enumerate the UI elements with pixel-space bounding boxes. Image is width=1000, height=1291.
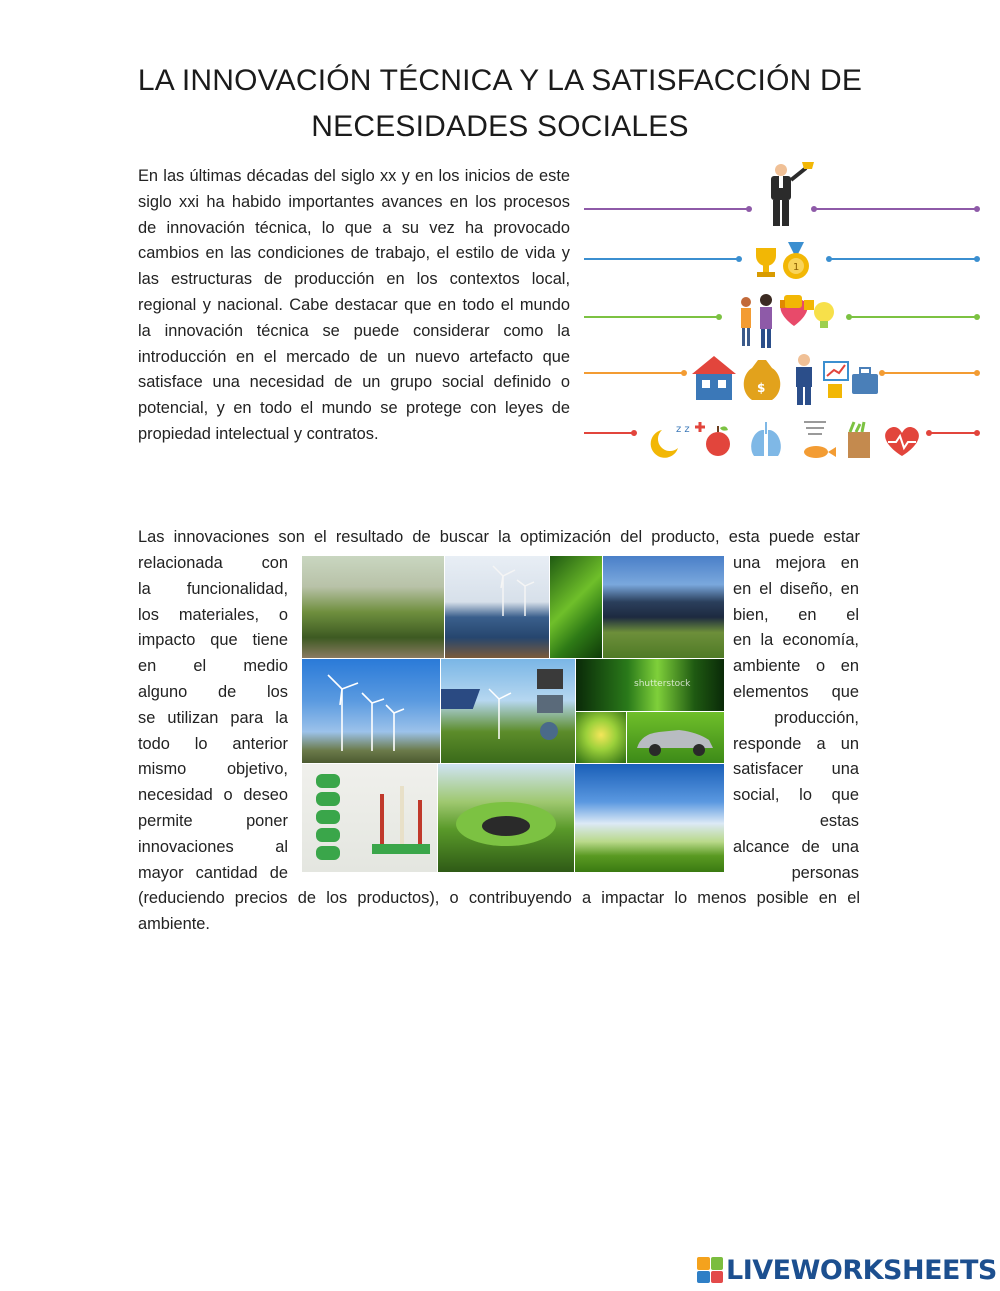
- text-line: estas: [819, 811, 859, 830]
- solar-roof-house-photo: [603, 556, 724, 658]
- grocery-bag-icon: [848, 422, 870, 458]
- eco-tech-montage-photo: [441, 659, 575, 763]
- title-line-2: NECESIDADES SOCIALES: [311, 110, 689, 143]
- text-line: mayor cantidad de: [138, 863, 288, 882]
- money-bag-icon: [744, 360, 781, 400]
- briefcase-icon: [852, 368, 878, 394]
- text-line: permite poner: [138, 811, 288, 830]
- businessman-icon: [771, 162, 814, 226]
- sky-and-grass-photo: [575, 764, 724, 872]
- text-line: en el diseño, en: [733, 579, 859, 598]
- green-roof-building-photo: [438, 764, 574, 872]
- paragraph2-end: (reduciendo precios de los productos), o contribuyendo a impactar lo menos posible en el ambiente.: [138, 889, 860, 933]
- paragraph2-right-column: [733, 551, 859, 886]
- text-line: alcance de una: [733, 837, 859, 856]
- text-line: necesidad o deseo: [138, 786, 288, 805]
- text-line: los materiales, o: [138, 605, 288, 624]
- text-line: personas: [791, 863, 859, 882]
- title-line-1: LA INNOVACIÓN TÉCNICA Y LA SATISFACCIÓN DE: [137, 64, 863, 97]
- moon-sleep-icon: [651, 424, 690, 458]
- text-line: elementos que: [733, 682, 859, 701]
- liveworksheets-logo: [697, 1254, 997, 1286]
- text-line: una mejora en: [733, 554, 859, 572]
- text-line: innovaciones al: [138, 837, 288, 856]
- text-line: en el medio: [138, 657, 288, 676]
- svg-text:z z: z z: [676, 424, 690, 435]
- apple-icon: [695, 422, 730, 456]
- page-title: [100, 58, 900, 150]
- text-line: ambiente o en: [733, 657, 859, 676]
- wind-farm-photo: [302, 659, 440, 763]
- text-line: mismo objetivo,: [138, 760, 288, 779]
- text-line: la funcionalidad,: [138, 579, 288, 598]
- stock-watermark: shutterstock: [634, 679, 691, 689]
- text-line: alguno de los: [138, 682, 288, 701]
- svg-text:1: 1: [793, 262, 800, 273]
- needs-pyramid-illustration: [584, 160, 980, 464]
- text-line: se utilizan para la: [138, 708, 288, 727]
- text-line: responde a un: [733, 734, 859, 753]
- recycled-bottles-photo: [302, 764, 437, 872]
- thumbs-up-icon: [780, 295, 802, 308]
- intro-paragraph: En las últimas décadas del siglo xx y en los inicios de este siglo xxi ha habido importantes avances en los procesos de innovación técnica, lo que a su vez ha provocado cambios en las condiciones de trabajo, el estilo de vida y las estructuras de producción en los contextos local, regional y nacional. Cabe destacar que en todo el mundo la innovación técnica se puede considerar como la introducción en el mercado de un nuevo artefacto que satisface una necesidad de un grupo social definido o potencial, y en todo el mundo se protege con leyes de propiedad intelectual y contratos.: [138, 167, 570, 443]
- svg-text:$: $: [757, 381, 766, 395]
- heartbeat-icon: [885, 427, 919, 456]
- green-innovation-collage: [302, 556, 724, 872]
- circuit-leaf-photo: [576, 659, 724, 711]
- wind-solar-photo: [445, 556, 549, 658]
- eco-lightbulb-photo: [576, 712, 626, 763]
- green-leaf-photo: [550, 556, 602, 658]
- text-line: social, lo que: [733, 786, 859, 805]
- chart-board-icon: [824, 362, 848, 398]
- electric-car-photo: [627, 712, 724, 763]
- family-icon: [741, 294, 772, 348]
- text-line: bien, en el: [733, 605, 859, 624]
- trophy-icon: [756, 248, 776, 277]
- logo-text: LIVEWORKSHEETS: [726, 1254, 997, 1286]
- rooftop-garden-photo: [302, 556, 444, 658]
- text-line: todo lo anterior: [138, 734, 288, 753]
- pyramid-lines: [584, 206, 980, 436]
- text-line: producción,: [774, 708, 859, 727]
- logo-badge-icon: [697, 1257, 723, 1283]
- paragraph2-first-line: Las innovaciones son el resultado de buscar la optimización del producto, esta puede estar: [138, 528, 860, 546]
- text-line: satisfacer una: [733, 760, 859, 779]
- fish-icon: [804, 422, 836, 458]
- text-line: impacto que tiene: [138, 631, 288, 650]
- lungs-icon: [751, 422, 781, 456]
- lightbulb-icon: [804, 300, 834, 328]
- house-icon: [692, 356, 736, 400]
- text-line: en la economía,: [733, 631, 859, 650]
- paragraph2-left-column: [138, 551, 288, 886]
- worker-icon: [796, 354, 812, 405]
- medal-icon: [783, 242, 809, 279]
- text-line: relacionada con: [138, 554, 288, 572]
